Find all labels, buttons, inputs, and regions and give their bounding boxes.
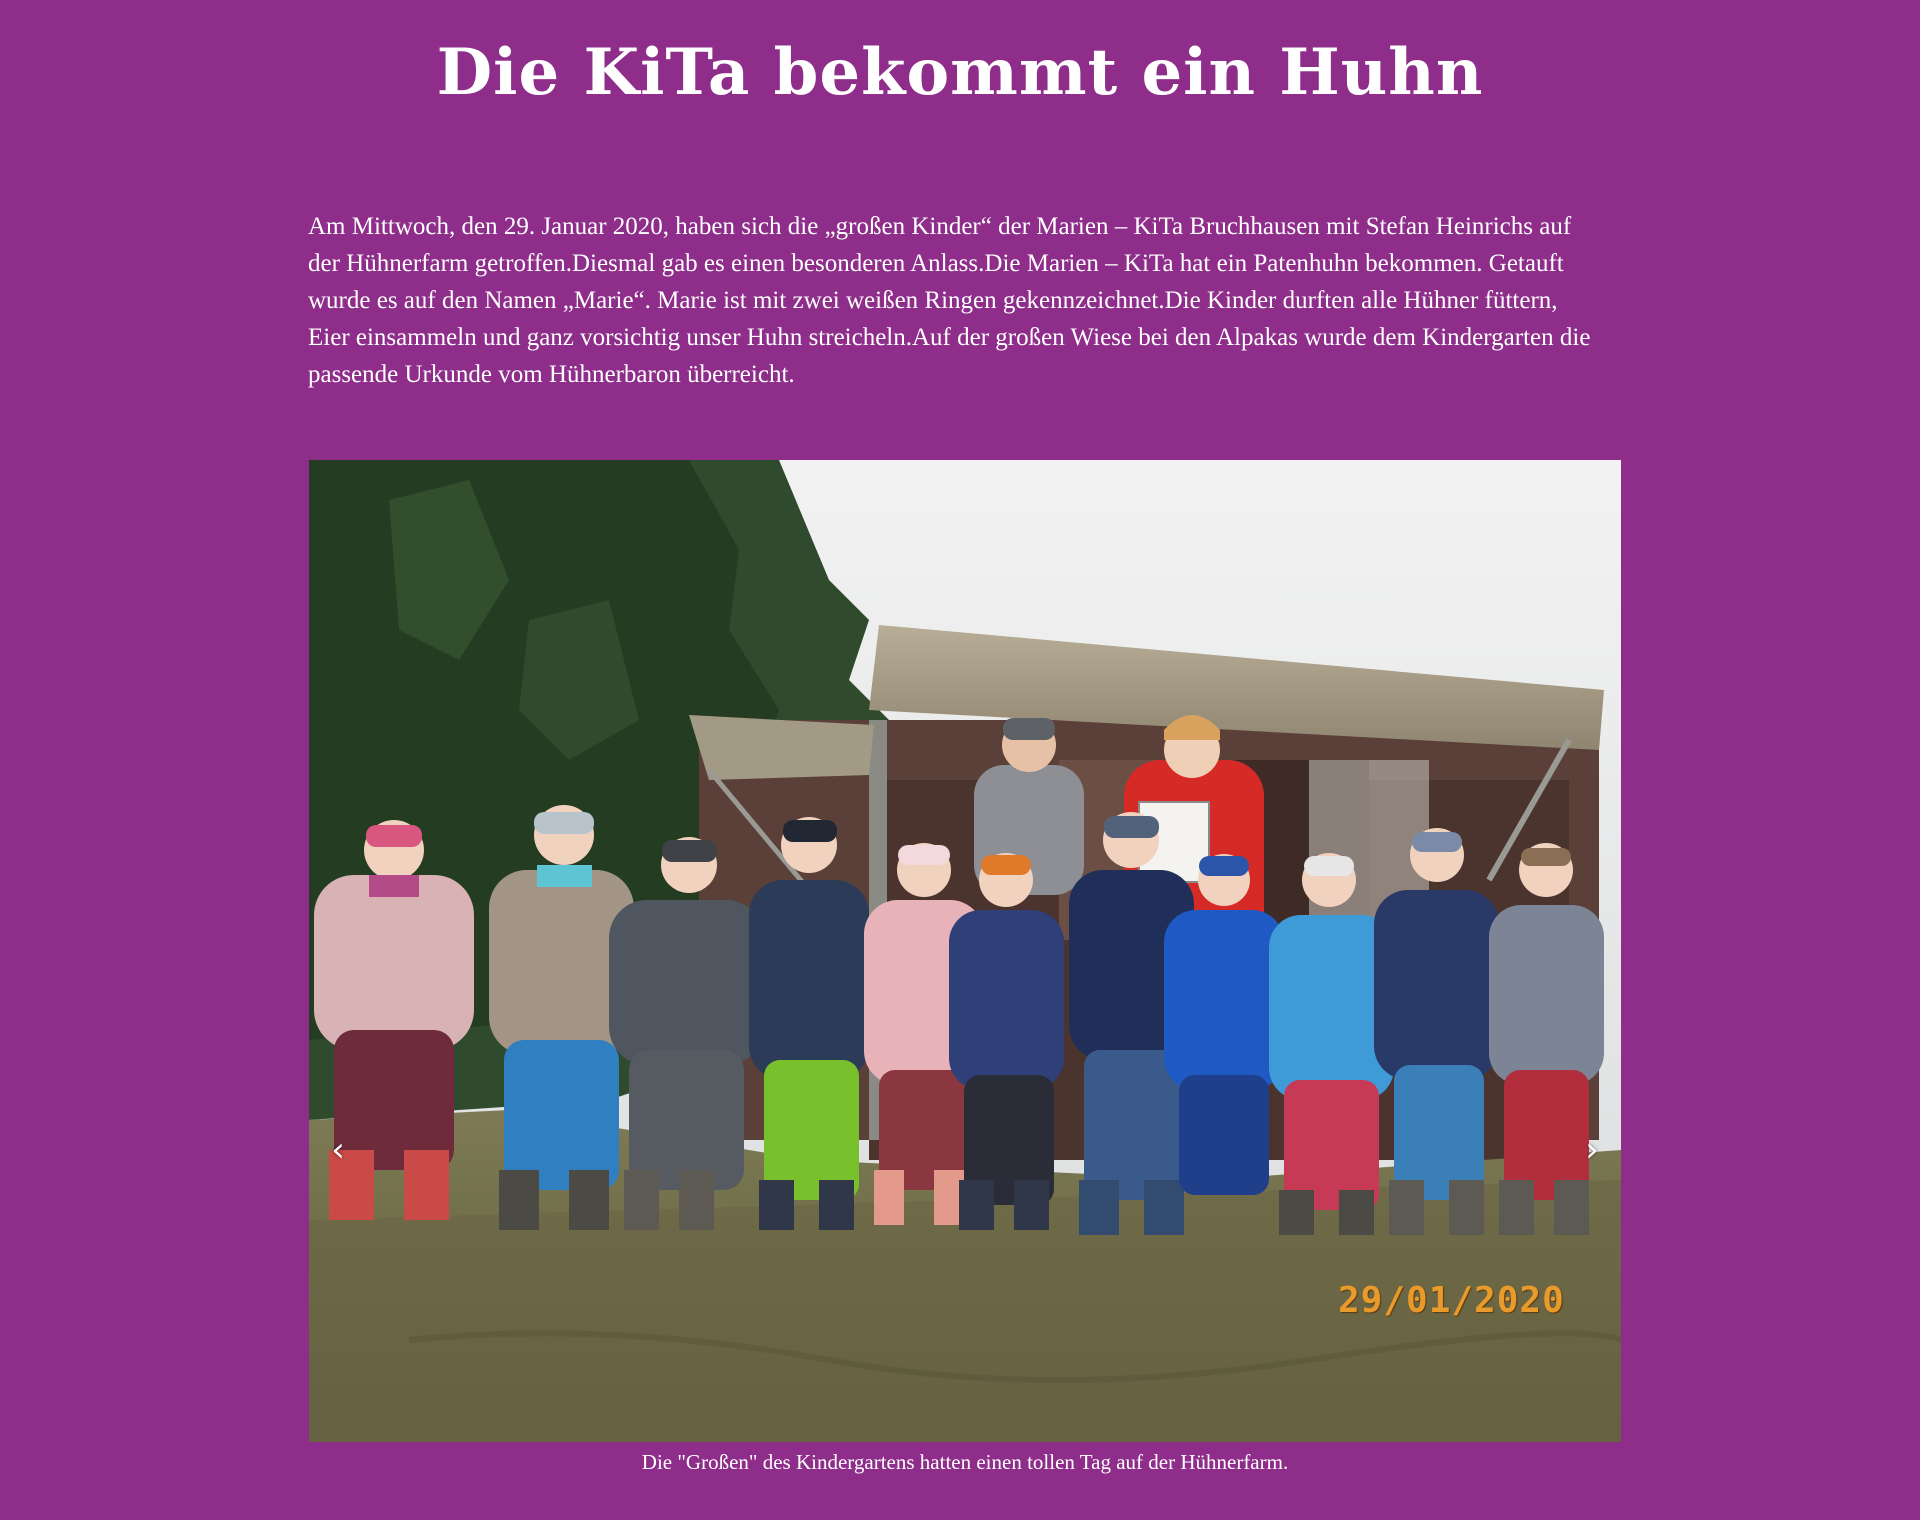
page-title: Die KiTa bekommt ein Huhn — [436, 35, 1484, 110]
photo-caption: Die "Großen" des Kindergartens hatten einen tollen Tag auf der Hühnerfarm. — [641, 1450, 1289, 1474]
chevron-right-icon[interactable]: › — [1585, 1130, 1599, 1170]
photo-date-stamp: 29/01/2020 — [1338, 1280, 1565, 1321]
chevron-left-icon[interactable]: ‹ — [331, 1130, 345, 1170]
article-body: Am Mittwoch, den 29. Januar 2020, haben sich die „großen Kinder“ der Marien – KiTa Bruchhausen mit Stefan Heinrichs auf der Hühnerfarm getroffen.Diesmal gab es einen besonderen Anlass.Die Marien – KiTa hat ein Patenhuhn bekommen. Getauft wurde es auf den Namen „Marie“. Marie ist mit zwei weißen Ringen gekennzeichnet.Die Kinder durften alle Hühner füttern, Eier einsammeln und ganz vorsichtig unser Huhn streicheln.Auf der großen Wiese bei den Alpakas wurde dem Kindergarten die passende Urkunde vom Hühnerbaron überreicht. — [308, 213, 1591, 388]
